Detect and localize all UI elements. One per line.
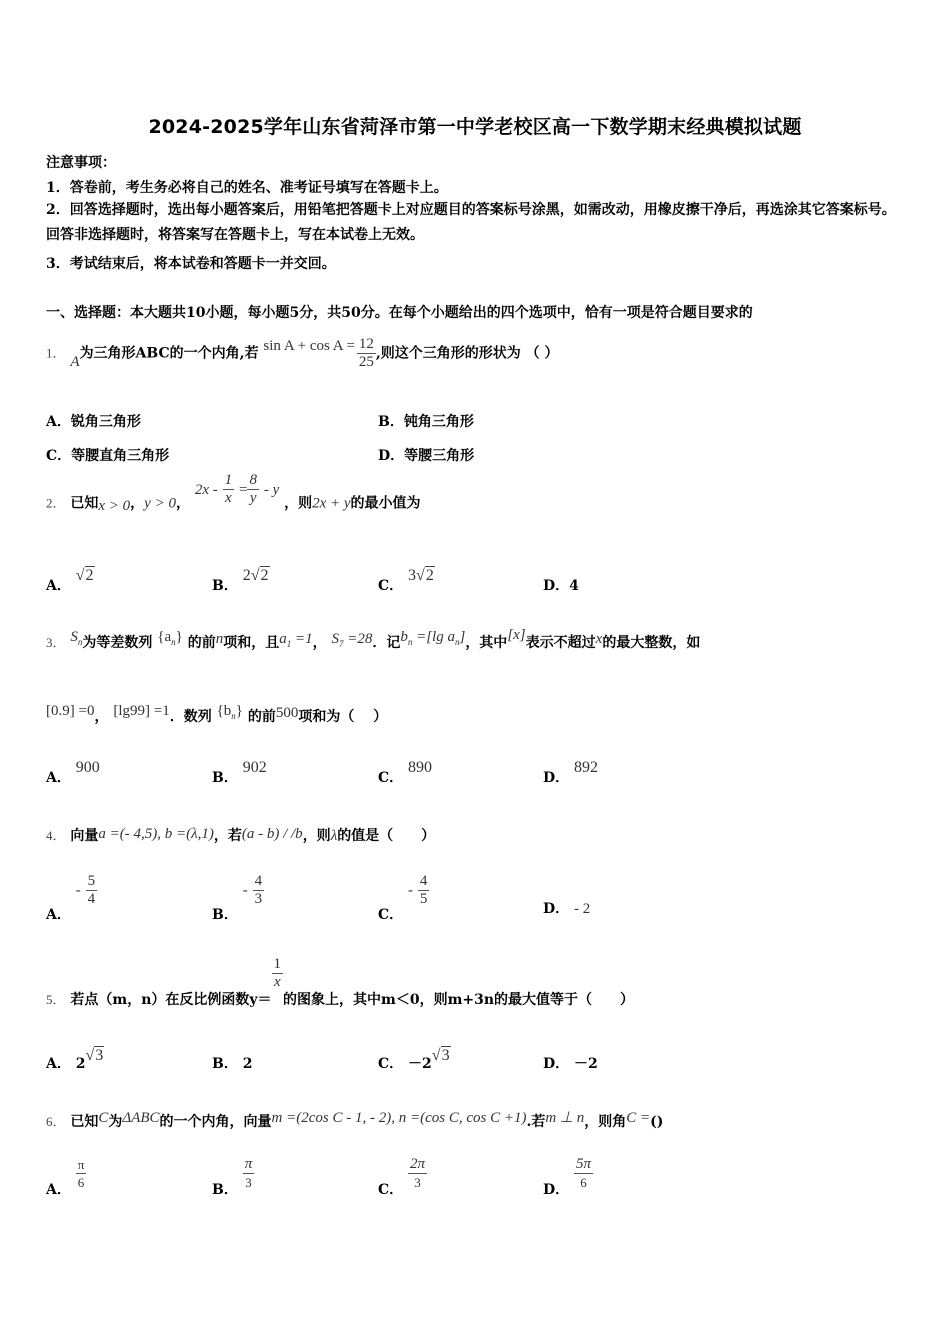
question-number: 3． bbox=[46, 635, 66, 650]
question-text: 的前 bbox=[247, 709, 276, 725]
math-expr: 2x + y bbox=[312, 495, 351, 512]
option-a[interactable]: A． $\frac{\pi}{6}$ bbox=[46, 1157, 85, 1198]
math-equation: 2x - $\frac{1}{x}$ = $\frac{8}{y}$ - y bbox=[194, 472, 280, 506]
math-expr: a =(- 4,5), b =(λ,1) bbox=[98, 826, 214, 842]
question-text: 向量 bbox=[70, 828, 99, 844]
math-expr: ΔABC bbox=[122, 1110, 160, 1126]
math-expr: $\{a_n\}$ bbox=[157, 629, 183, 647]
question-text: 已知 bbox=[70, 495, 99, 512]
question-text: ，则角 bbox=[584, 1114, 627, 1130]
math-expr: m =(2cos C - 1, - 2), n =(cos C, cos C +1) bbox=[271, 1110, 527, 1126]
question-4 bbox=[46, 825, 435, 845]
question-2 bbox=[46, 472, 421, 521]
question-text: 的最小值为 bbox=[350, 495, 421, 512]
option-d[interactable]: D．等腰三角形 bbox=[378, 448, 475, 464]
option-b[interactable]: B． $\frac{\pi}{3}$ bbox=[212, 1156, 253, 1198]
question-text: 表示不超过 bbox=[525, 635, 596, 651]
math-expr: [x] bbox=[507, 627, 526, 643]
option-d[interactable]: D． －2 bbox=[543, 1056, 598, 1072]
question-1 bbox=[46, 336, 558, 371]
option-c[interactable]: C． 3√2 bbox=[378, 567, 434, 594]
question-text: 的最大整数，如 bbox=[602, 635, 701, 651]
math-expr: 500 bbox=[275, 705, 299, 721]
option-a[interactable]: A． 900 bbox=[46, 759, 100, 786]
math-expr: x bbox=[595, 631, 603, 647]
option-d[interactable]: D． - 2 bbox=[543, 901, 591, 917]
option-b[interactable]: B． 2 bbox=[212, 1056, 253, 1072]
math-expr: (a - b) / /b bbox=[241, 826, 303, 842]
question-number: 6． bbox=[46, 1114, 66, 1129]
question-text: 为等差数列 bbox=[82, 635, 153, 651]
question-text: ，若 bbox=[213, 828, 242, 844]
option-a[interactable]: A． √2 bbox=[46, 567, 94, 594]
question-text: ．数列 bbox=[169, 709, 212, 725]
question-text: ．记 bbox=[372, 635, 401, 651]
math-var: A bbox=[70, 353, 80, 370]
option-c[interactable]: C． $\frac{2\pi}{3}$ bbox=[378, 1156, 426, 1198]
option-a[interactable]: A． 2√3 bbox=[46, 1047, 104, 1072]
notice-item-3: 3．考试结束后，将本试卷和答题卡一并交回。 bbox=[46, 256, 336, 272]
math-expr: sin A + cos A = bbox=[263, 337, 355, 354]
question-text: ， bbox=[175, 495, 190, 512]
question-text: 项和为（ ） bbox=[298, 709, 388, 725]
page-title: 2024-2025学年山东省菏泽市第一中学老校区高一下数学期末经典模拟试题 bbox=[148, 116, 802, 138]
option-b[interactable]: B． - $\frac{4}{3}$ bbox=[212, 873, 263, 923]
question-text: ，其中 bbox=[465, 635, 508, 651]
question-5 bbox=[46, 956, 635, 1008]
option-d[interactable]: D．4 bbox=[543, 578, 579, 594]
question-3 bbox=[46, 627, 701, 653]
question-text: 的图象上，其中m＜0，则m+3n的最大值等于（ ） bbox=[283, 991, 635, 1008]
question-number: 5． bbox=[46, 991, 66, 1007]
math-expr: m ⊥ n bbox=[545, 1110, 585, 1126]
question-text: ，则 bbox=[284, 495, 313, 512]
math-expr: λ bbox=[330, 828, 338, 844]
question-text: () bbox=[650, 1114, 664, 1130]
question-text: 的前 bbox=[187, 635, 216, 651]
question-text: 已知 bbox=[70, 1114, 99, 1130]
math-expr: [lg99] =1 bbox=[113, 703, 170, 719]
option-a[interactable]: A．锐角三角形 bbox=[46, 414, 141, 430]
question-6 bbox=[46, 1111, 663, 1131]
math-expr: [0.9] =0 bbox=[46, 703, 95, 719]
question-text: ， bbox=[130, 495, 145, 512]
option-c[interactable]: C． 890 bbox=[378, 759, 433, 786]
math-expr: $a_1 =1$ bbox=[279, 631, 313, 649]
math-expr: $S_7 =28$ bbox=[331, 631, 373, 649]
question-text: 的值是（ ） bbox=[337, 828, 436, 844]
question-text: ， bbox=[94, 709, 109, 725]
question-text: 的一个内角，向量 bbox=[159, 1114, 272, 1130]
option-c[interactable]: C．等腰直角三角形 bbox=[46, 448, 170, 464]
question-text: 项和，且 bbox=[223, 635, 280, 651]
notice-item-1: 1．答卷前，考生务必将自己的姓名、准考证号填写在答题卡上。 bbox=[46, 180, 448, 196]
option-c[interactable]: C． - $\frac{4}{5}$ bbox=[378, 873, 428, 923]
question-text: ， bbox=[312, 635, 327, 651]
option-b[interactable]: B．钝角三角形 bbox=[378, 414, 474, 430]
question-text: 若点（m，n）在反比例函数y＝ bbox=[70, 991, 272, 1008]
math-expr: y > 0 bbox=[144, 495, 176, 512]
math-expr: C bbox=[98, 1110, 109, 1126]
question-number: 4． bbox=[46, 828, 66, 843]
section-heading: 一、选择题：本大题共10小题，每小题5分，共50分。在每个小题给出的四个选项中，恰有一项是符合题目要求的 bbox=[46, 305, 753, 321]
question-text: .若 bbox=[526, 1114, 546, 1130]
question-text: ，则 bbox=[302, 828, 331, 844]
option-b[interactable]: B． 902 bbox=[212, 759, 267, 786]
math-expr: C = bbox=[626, 1110, 651, 1126]
option-a[interactable]: A． - $\frac{5}{4}$ bbox=[46, 873, 96, 923]
question-text: 为 bbox=[108, 1114, 123, 1130]
math-expr: $S_n$ bbox=[70, 629, 83, 647]
option-d[interactable]: D． 892 bbox=[543, 759, 599, 786]
math-fraction: $\frac{12}{25}$ bbox=[358, 336, 374, 370]
math-expr: $\{b_n\}$ bbox=[216, 703, 243, 721]
option-b[interactable]: B． 2√2 bbox=[212, 567, 269, 594]
notice-item-2: 2．回答选择题时，选出每小题答案后，用铅笔把答题卡上对应题目的答案标号涂黑，如需改动，用橡皮擦干净后，再选涂其它答案标号。回答非选择题时，将答案写在答题卡上，写在本试卷上无效。 bbox=[46, 202, 896, 243]
question-number: 1． bbox=[46, 345, 66, 361]
question-number: 2． bbox=[46, 495, 66, 511]
option-c[interactable]: C． －2√3 bbox=[378, 1047, 450, 1072]
question-text: 为三角形ABC的一个内角,若 bbox=[79, 345, 259, 362]
notice-heading: 注意事项： bbox=[46, 155, 116, 171]
math-expr: n bbox=[215, 631, 224, 647]
math-fraction: $\frac{1}{x}$ bbox=[273, 956, 282, 990]
math-expr: x > 0 bbox=[98, 497, 131, 514]
option-d[interactable]: D． $\frac{5\pi}{6}$ bbox=[543, 1156, 592, 1198]
math-expr: $b_n =[\lg$ $a_n$] bbox=[400, 629, 466, 647]
question-text: ,则这个三角形的形状为 （ ） bbox=[375, 345, 559, 362]
question-3-cont bbox=[46, 703, 388, 727]
